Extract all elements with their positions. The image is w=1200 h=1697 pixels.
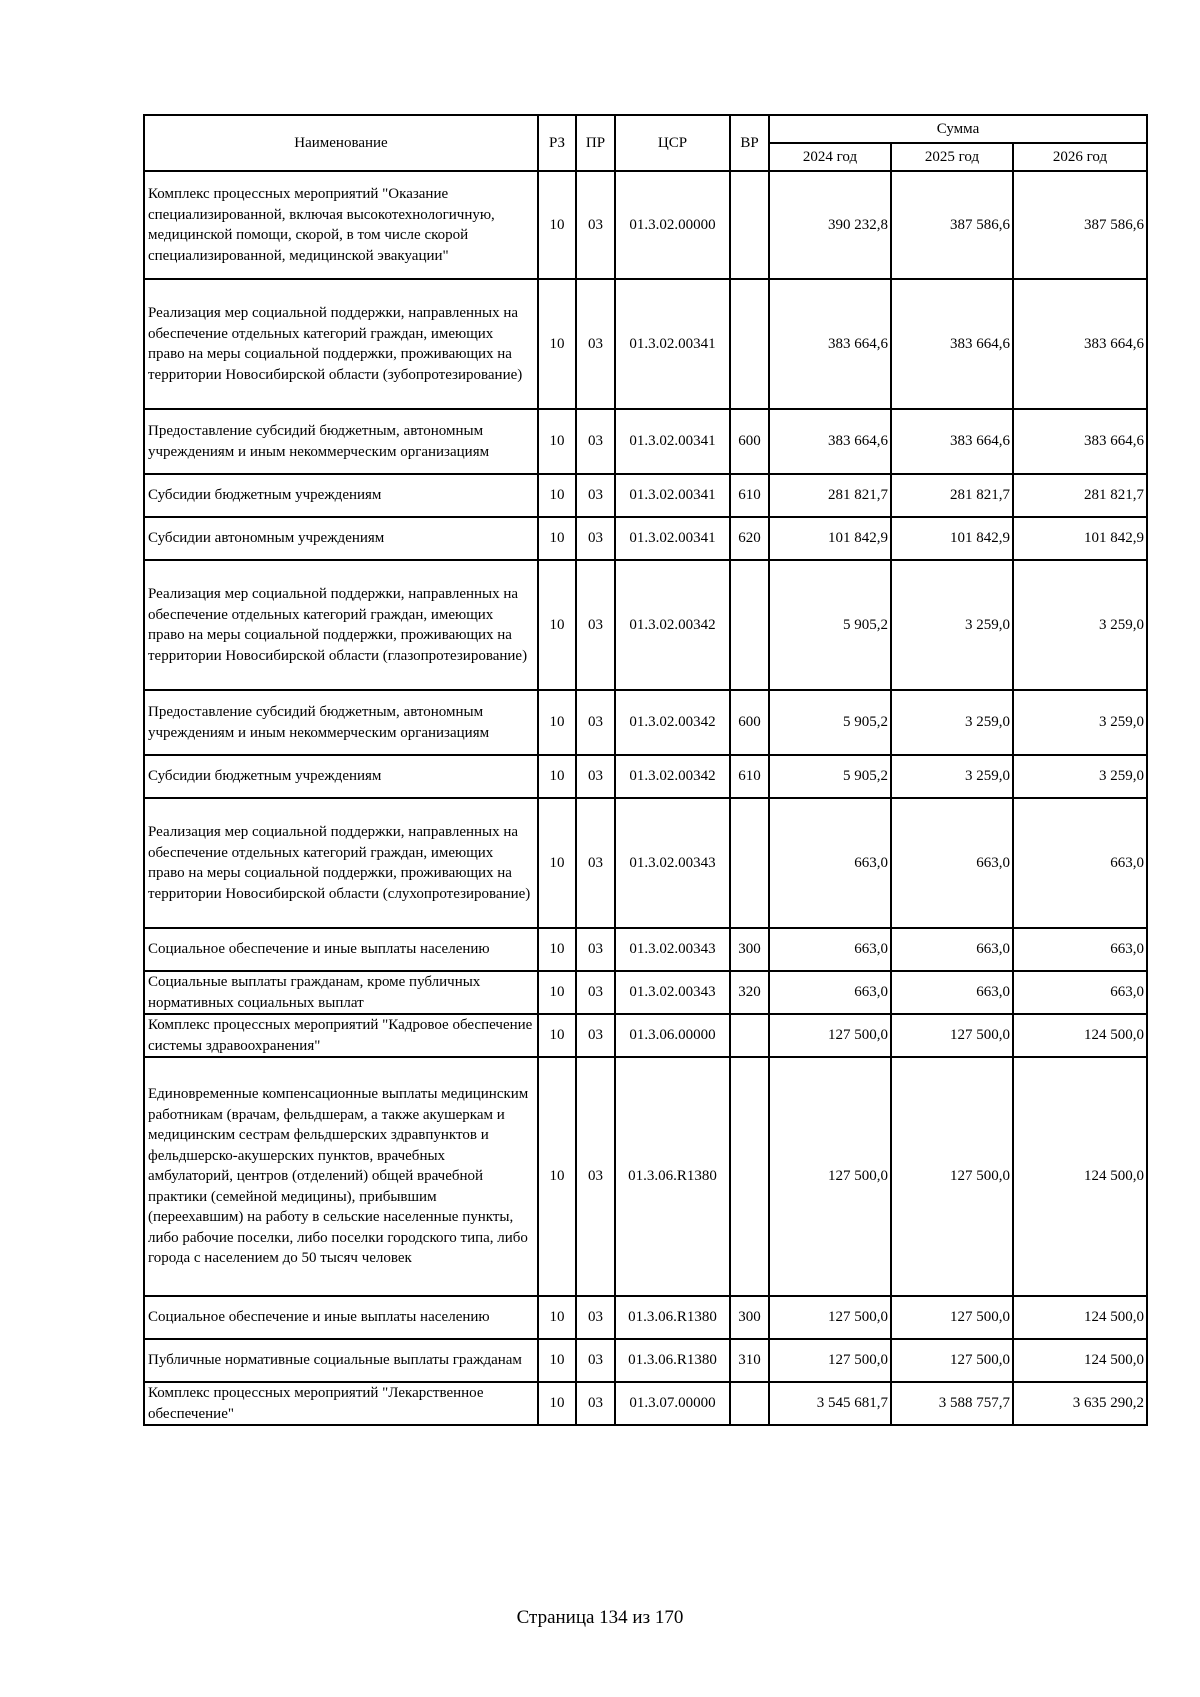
cell-sum-2024: 127 500,0 (769, 1339, 891, 1382)
cell-rz: 10 (538, 1014, 576, 1057)
cell-rz: 10 (538, 1382, 576, 1425)
header-year-2026: 2026 год (1013, 143, 1147, 171)
cell-sum-2025: 127 500,0 (891, 1014, 1013, 1057)
cell-name: Субсидии автономным учреждениям (144, 517, 538, 560)
table-row (144, 1014, 1147, 1057)
cell-sum-2026: 124 500,0 (1013, 1057, 1147, 1296)
table-row (144, 798, 1147, 928)
cell-rz: 10 (538, 798, 576, 928)
cell-name: Комплекс процессных мероприятий "Оказание специализированной, включая высокотехнологичную, медицинской помощи, скорой, в том числе скорой специализированной, медицинской эвакуации" (144, 171, 538, 279)
table-row (144, 1057, 1147, 1296)
cell-csr: 01.3.02.00341 (615, 517, 730, 560)
cell-pr: 03 (576, 1057, 615, 1296)
table-row (144, 474, 1147, 517)
cell-pr: 03 (576, 928, 615, 971)
cell-sum-2025: 383 664,6 (891, 409, 1013, 474)
table-row (144, 517, 1147, 560)
cell-name: Публичные нормативные социальные выплаты гражданам (144, 1339, 538, 1382)
cell-sum-2026: 387 586,6 (1013, 171, 1147, 279)
cell-pr: 03 (576, 971, 615, 1014)
cell-pr: 03 (576, 474, 615, 517)
cell-csr: 01.3.06.R1380 (615, 1296, 730, 1339)
cell-sum-2025: 101 842,9 (891, 517, 1013, 560)
cell-vr: 310 (730, 1339, 769, 1382)
header-rz: РЗ (538, 115, 576, 171)
cell-sum-2026: 663,0 (1013, 928, 1147, 971)
cell-sum-2025: 127 500,0 (891, 1057, 1013, 1296)
header-year-2024: 2024 год (769, 143, 891, 171)
cell-vr (730, 171, 769, 279)
cell-sum-2026: 383 664,6 (1013, 279, 1147, 409)
cell-rz: 10 (538, 474, 576, 517)
cell-csr: 01.3.02.00343 (615, 798, 730, 928)
cell-pr: 03 (576, 279, 615, 409)
cell-pr: 03 (576, 1014, 615, 1057)
cell-sum-2026: 3 259,0 (1013, 560, 1147, 690)
cell-pr: 03 (576, 517, 615, 560)
cell-sum-2024: 281 821,7 (769, 474, 891, 517)
cell-sum-2025: 663,0 (891, 928, 1013, 971)
cell-csr: 01.3.06.R1380 (615, 1339, 730, 1382)
cell-csr: 01.3.02.00343 (615, 928, 730, 971)
cell-sum-2026: 3 259,0 (1013, 690, 1147, 755)
cell-sum-2026: 663,0 (1013, 971, 1147, 1014)
cell-pr: 03 (576, 171, 615, 279)
cell-sum-2026: 3 635 290,2 (1013, 1382, 1147, 1425)
table-row (144, 171, 1147, 279)
cell-csr: 01.3.02.00342 (615, 690, 730, 755)
cell-sum-2024: 383 664,6 (769, 279, 891, 409)
cell-csr: 01.3.06.00000 (615, 1014, 730, 1057)
cell-vr: 610 (730, 474, 769, 517)
cell-vr: 620 (730, 517, 769, 560)
cell-sum-2025: 281 821,7 (891, 474, 1013, 517)
cell-vr: 320 (730, 971, 769, 1014)
table-row (144, 928, 1147, 971)
cell-sum-2025: 3 588 757,7 (891, 1382, 1013, 1425)
cell-csr: 01.3.02.00341 (615, 474, 730, 517)
cell-sum-2026: 101 842,9 (1013, 517, 1147, 560)
cell-vr (730, 1382, 769, 1425)
cell-name: Комплекс процессных мероприятий "Кадровое обеспечение системы здравоохранения" (144, 1014, 538, 1057)
cell-csr: 01.3.06.R1380 (615, 1057, 730, 1296)
cell-rz: 10 (538, 560, 576, 690)
cell-name: Реализация мер социальной поддержки, направленных на обеспечение отдельных категорий граждан, имеющих право на меры социальной поддержки, проживающих на территории Новосибирской области (зубопротезирование) (144, 279, 538, 409)
cell-vr: 300 (730, 1296, 769, 1339)
cell-name: Реализация мер социальной поддержки, направленных на обеспечение отдельных категорий граждан, имеющих право на меры социальной поддержки, проживающих на территории Новосибирской области (слухопротезирование) (144, 798, 538, 928)
table-row (144, 1382, 1147, 1425)
cell-rz: 10 (538, 279, 576, 409)
table-row (144, 1339, 1147, 1382)
cell-sum-2024: 3 545 681,7 (769, 1382, 891, 1425)
table-row (144, 279, 1147, 409)
cell-rz: 10 (538, 690, 576, 755)
cell-pr: 03 (576, 755, 615, 798)
cell-sum-2024: 101 842,9 (769, 517, 891, 560)
cell-sum-2026: 3 259,0 (1013, 755, 1147, 798)
cell-vr (730, 1057, 769, 1296)
cell-name: Единовременные компенсационные выплаты медицинским работникам (врачам, фельдшерам, а также акушеркам и медицинским сестрам фельдшерских здравпунктов и фельдшерско-акушерских пунктов, врачебных амбулаторий, центров (отделений) общей врачебной практики (семейной медицины), прибывшим (переехавшим) на работу в сельские населенные пункты, либо рабочие поселки, либо поселки городского типа, либо города с населением до 50 тысяч человек (144, 1057, 538, 1296)
cell-csr: 01.3.02.00341 (615, 279, 730, 409)
cell-sum-2024: 5 905,2 (769, 755, 891, 798)
cell-rz: 10 (538, 1296, 576, 1339)
cell-name: Социальное обеспечение и иные выплаты населению (144, 1296, 538, 1339)
cell-sum-2026: 383 664,6 (1013, 409, 1147, 474)
cell-sum-2025: 127 500,0 (891, 1296, 1013, 1339)
header-row-top (144, 115, 1147, 143)
header-pr: ПР (576, 115, 615, 171)
cell-sum-2026: 663,0 (1013, 798, 1147, 928)
header-csr: ЦСР (615, 115, 730, 171)
cell-sum-2025: 3 259,0 (891, 560, 1013, 690)
header-name: Наименование (144, 115, 538, 171)
cell-pr: 03 (576, 798, 615, 928)
cell-pr: 03 (576, 1296, 615, 1339)
cell-vr (730, 1014, 769, 1057)
cell-pr: 03 (576, 690, 615, 755)
cell-name: Социальное обеспечение и иные выплаты населению (144, 928, 538, 971)
cell-sum-2024: 127 500,0 (769, 1014, 891, 1057)
cell-csr: 01.3.02.00342 (615, 560, 730, 690)
cell-pr: 03 (576, 1339, 615, 1382)
cell-rz: 10 (538, 1339, 576, 1382)
cell-sum-2024: 5 905,2 (769, 690, 891, 755)
cell-sum-2024: 5 905,2 (769, 560, 891, 690)
page-number: Страница 134 из 170 (516, 1607, 684, 1628)
cell-sum-2025: 127 500,0 (891, 1339, 1013, 1382)
cell-rz: 10 (538, 971, 576, 1014)
cell-name: Реализация мер социальной поддержки, направленных на обеспечение отдельных категорий граждан, имеющих право на меры социальной поддержки, проживающих на территории Новосибирской области (глазопротезирование) (144, 560, 538, 690)
cell-vr: 610 (730, 755, 769, 798)
header-sum: Сумма (769, 115, 1147, 143)
cell-name: Субсидии бюджетным учреждениям (144, 755, 538, 798)
cell-vr (730, 798, 769, 928)
cell-rz: 10 (538, 755, 576, 798)
cell-sum-2024: 383 664,6 (769, 409, 891, 474)
cell-sum-2025: 3 259,0 (891, 755, 1013, 798)
cell-pr: 03 (576, 1382, 615, 1425)
cell-sum-2025: 663,0 (891, 798, 1013, 928)
cell-sum-2026: 124 500,0 (1013, 1296, 1147, 1339)
cell-rz: 10 (538, 1057, 576, 1296)
cell-rz: 10 (538, 517, 576, 560)
cell-sum-2024: 127 500,0 (769, 1296, 891, 1339)
cell-rz: 10 (538, 928, 576, 971)
cell-rz: 10 (538, 171, 576, 279)
table-row (144, 560, 1147, 690)
header-year-2025: 2025 год (891, 143, 1013, 171)
cell-vr: 300 (730, 928, 769, 971)
table-row (144, 971, 1147, 1014)
cell-csr: 01.3.02.00343 (615, 971, 730, 1014)
cell-sum-2025: 663,0 (891, 971, 1013, 1014)
table-row (144, 409, 1147, 474)
cell-name: Субсидии бюджетным учреждениям (144, 474, 538, 517)
cell-vr (730, 279, 769, 409)
cell-vr: 600 (730, 409, 769, 474)
cell-csr: 01.3.07.00000 (615, 1382, 730, 1425)
cell-sum-2024: 663,0 (769, 798, 891, 928)
cell-sum-2026: 281 821,7 (1013, 474, 1147, 517)
cell-csr: 01.3.02.00000 (615, 171, 730, 279)
table-row (144, 1296, 1147, 1339)
cell-sum-2024: 127 500,0 (769, 1057, 891, 1296)
cell-name: Предоставление субсидий бюджетным, автономным учреждениям и иным некоммерческим организациям (144, 409, 538, 474)
cell-vr (730, 560, 769, 690)
cell-csr: 01.3.02.00342 (615, 755, 730, 798)
cell-vr: 600 (730, 690, 769, 755)
cell-sum-2025: 383 664,6 (891, 279, 1013, 409)
table-row (144, 690, 1147, 755)
cell-sum-2024: 663,0 (769, 971, 891, 1014)
table-body (144, 171, 1147, 1425)
cell-name: Социальные выплаты гражданам, кроме публичных нормативных социальных выплат (144, 971, 538, 1014)
cell-sum-2025: 387 586,6 (891, 171, 1013, 279)
cell-name: Предоставление субсидий бюджетным, автономным учреждениям и иным некоммерческим организациям (144, 690, 538, 755)
cell-name: Комплекс процессных мероприятий "Лекарственное обеспечение" (144, 1382, 538, 1425)
table-header (144, 115, 1147, 171)
header-vr: ВР (730, 115, 769, 171)
cell-pr: 03 (576, 409, 615, 474)
cell-sum-2024: 390 232,8 (769, 171, 891, 279)
table-row (144, 755, 1147, 798)
cell-rz: 10 (538, 409, 576, 474)
cell-csr: 01.3.02.00341 (615, 409, 730, 474)
cell-sum-2026: 124 500,0 (1013, 1339, 1147, 1382)
cell-pr: 03 (576, 560, 615, 690)
cell-sum-2025: 3 259,0 (891, 690, 1013, 755)
budget-table (143, 114, 1148, 1426)
cell-sum-2024: 663,0 (769, 928, 891, 971)
cell-sum-2026: 124 500,0 (1013, 1014, 1147, 1057)
